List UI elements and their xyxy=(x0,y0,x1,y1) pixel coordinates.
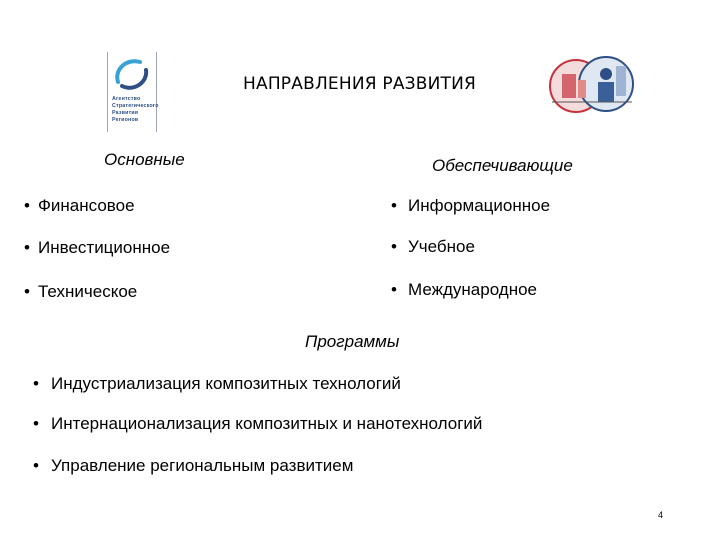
bullet: • xyxy=(33,374,39,393)
swoosh-icon xyxy=(108,52,156,96)
bullet: • xyxy=(24,196,30,215)
logo-wordmark xyxy=(112,96,159,124)
bullet: • xyxy=(391,237,397,256)
list-item xyxy=(24,238,170,258)
bullet: • xyxy=(391,280,397,299)
bullet: • xyxy=(33,414,39,433)
logo-line: Стратегического xyxy=(112,103,159,109)
main-directions-heading: Основные xyxy=(104,150,185,169)
item-text: Интернационализация композитных и нанотехнологий xyxy=(51,414,483,433)
list-item xyxy=(391,280,537,300)
supporting-directions-heading: Обеспечивающие xyxy=(432,156,573,175)
page-title: НАПРАВЛЕНИЯ РАЗВИТИЯ xyxy=(243,74,477,94)
list-item xyxy=(24,282,137,302)
bullet: • xyxy=(24,282,30,301)
item-text: Учебное xyxy=(408,237,475,256)
agency-logo xyxy=(107,52,157,132)
item-text: Управление региональным развитием xyxy=(51,456,354,475)
logo-line: Агентство xyxy=(112,96,141,102)
emblem-logo xyxy=(548,52,636,120)
logo-line: Регионов xyxy=(112,117,139,123)
bullet: • xyxy=(33,456,39,475)
logo-line: Развития xyxy=(112,110,139,116)
list-item xyxy=(33,456,353,476)
list-item xyxy=(33,374,401,394)
item-text: Инвестиционное xyxy=(38,238,171,257)
item-text: Техническое xyxy=(38,282,138,301)
item-text: Информационное xyxy=(408,196,551,215)
item-text: Международное xyxy=(408,280,538,299)
list-item xyxy=(391,237,475,257)
item-text: Индустриализация композитных технологий xyxy=(51,374,401,393)
list-item xyxy=(24,196,135,216)
page-number: 4 xyxy=(658,510,664,520)
item-text: Финансовое xyxy=(38,196,135,215)
list-item xyxy=(391,196,550,216)
list-item xyxy=(33,414,482,434)
programs-heading: Программы xyxy=(305,332,400,351)
bullet: • xyxy=(24,238,30,257)
bullet: • xyxy=(391,196,397,215)
